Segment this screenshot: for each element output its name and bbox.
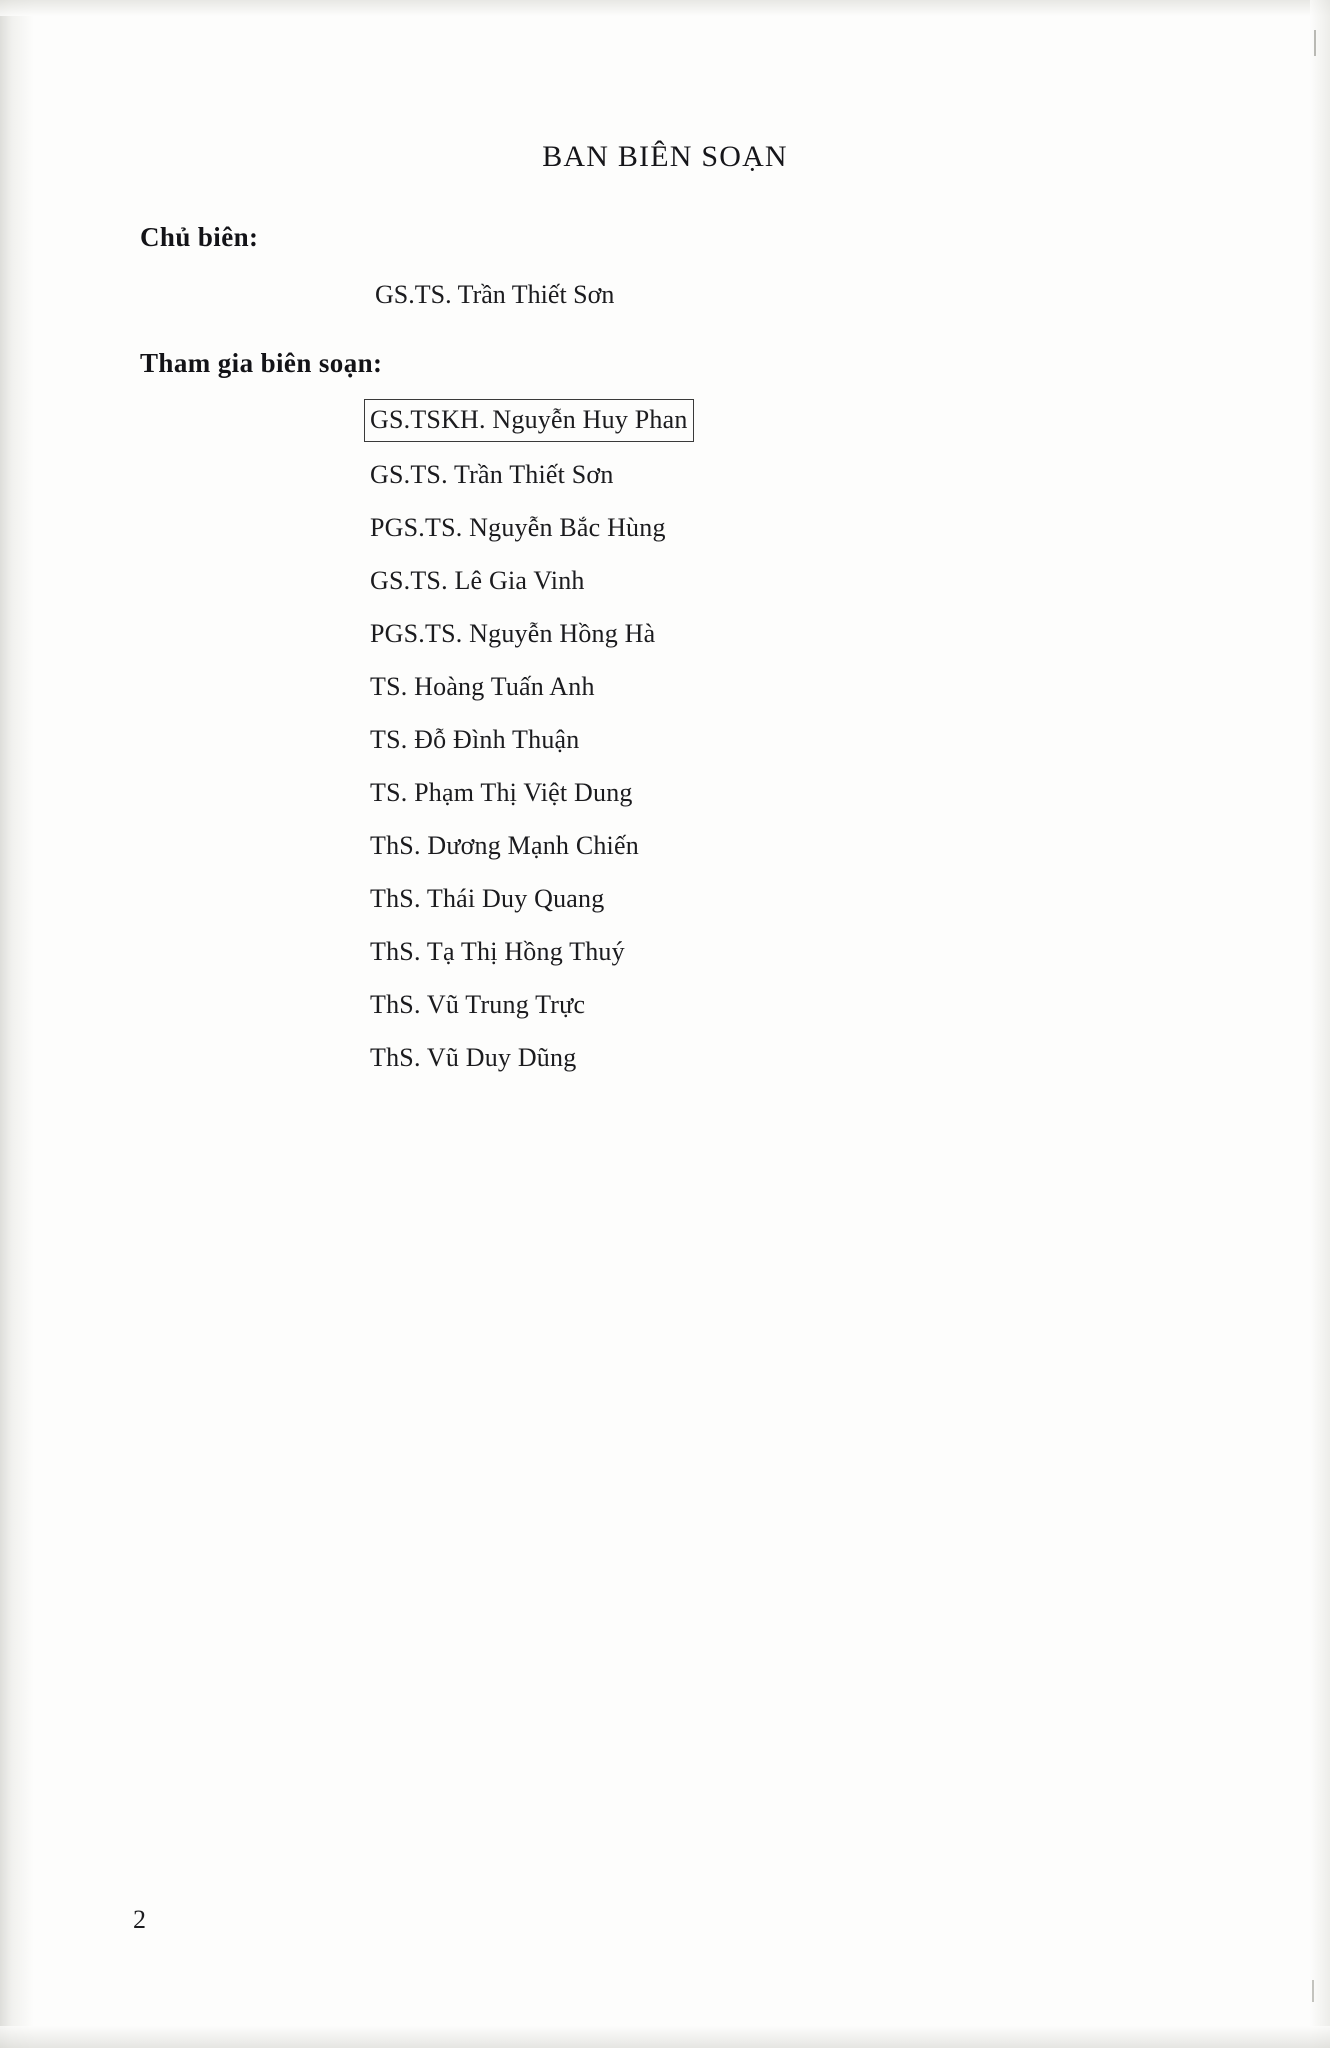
list-item: ThS. Thái Duy Quang <box>370 884 605 913</box>
page-title: BAN BIÊN SOẠN <box>542 140 788 173</box>
list-item: PGS.TS. Nguyễn Hồng Hà <box>370 619 656 648</box>
scan-edge-bottom <box>0 2026 1330 2048</box>
contributor-list <box>370 399 1070 1084</box>
list-item: ThS. Vũ Duy Dũng <box>370 1043 577 1072</box>
list-item: GS.TS. Lê Gia Vinh <box>370 566 585 595</box>
list-item: TS. Hoàng Tuấn Anh <box>370 672 595 701</box>
scan-tick-mark-bottom <box>1312 1980 1314 2002</box>
scan-edge-left <box>0 0 34 2048</box>
section-label-contributors: Tham gia biên soạn: <box>140 348 383 378</box>
list-item: TS. Đỗ Đình Thuận <box>370 725 580 754</box>
list-item: ThS. Tạ Thị Hồng Thuý <box>370 937 625 966</box>
chief-editor-name: GS.TS. Trần Thiết Sơn <box>375 280 615 309</box>
list-item: PGS.TS. Nguyễn Bắc Hùng <box>370 513 666 542</box>
scan-edge-top <box>0 0 1330 16</box>
list-item: TS. Phạm Thị Việt Dung <box>370 778 633 807</box>
list-item-highlighted: GS.TSKH. Nguyễn Huy Phan <box>364 399 694 442</box>
list-item: GS.TS. Trần Thiết Sơn <box>370 460 614 489</box>
list-item: ThS. Vũ Trung Trực <box>370 990 586 1019</box>
section-label-chief-editor: Chủ biên: <box>140 222 259 252</box>
list-item: ThS. Dương Mạnh Chiến <box>370 831 639 860</box>
scan-tick-mark-top <box>1314 30 1316 56</box>
page-number: 2 <box>133 1905 146 1934</box>
scan-edge-right <box>1310 0 1330 2048</box>
